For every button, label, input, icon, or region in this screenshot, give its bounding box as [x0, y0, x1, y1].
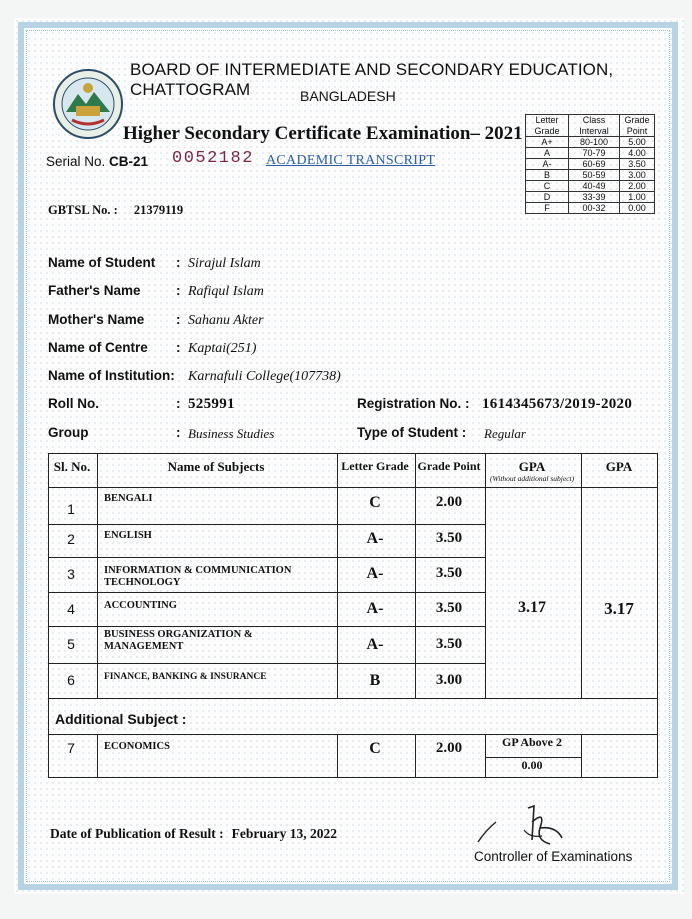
publication-date: Date of Publication of Result : February 13, 2022 [50, 826, 337, 841]
controller-title: Controller of Examinations [474, 849, 633, 864]
controller-signature [470, 800, 580, 850]
header-sl: Sl. No. [53, 459, 91, 474]
country-name: BANGLADESH [300, 88, 396, 104]
grading-scale-row: A 70-79 4.00 [526, 148, 655, 159]
registration-number: 1614345673/2019-2020 [482, 396, 633, 412]
transcript-title: ACADEMIC TRANSCRIPT [266, 153, 436, 168]
mother-name: Sahanu Akter [188, 313, 264, 328]
exam-title: Higher Secondary Certificate Examination– 2021 [123, 123, 523, 144]
student-type: Regular [484, 426, 526, 441]
grading-scale-row: B 50-59 3.00 [526, 170, 655, 181]
header-subject: Name of Subjects [167, 459, 265, 474]
header-gpa-without: GPA [518, 459, 546, 474]
father-name-label: Father's Name [48, 283, 141, 298]
grading-scale-row: A- 60-69 3.50 [526, 159, 655, 170]
grading-scale-header: Letter Grade Class Interval Grade Point [526, 115, 655, 137]
grading-scale-row: D 33-39 1.00 [526, 192, 655, 203]
centre-name: Kaptai(251) [188, 341, 257, 356]
group-value: Business Studies [188, 426, 275, 441]
father-name: Rafiqul Islam [188, 284, 264, 299]
board-name: BOARD OF INTERMEDIATE AND SECONDARY EDUCATION, CHATTOGRAM [130, 60, 614, 99]
student-type-label: Type of Student : [357, 425, 467, 440]
header-letter-grade: Letter Grade [341, 459, 409, 473]
grading-scale-table [525, 114, 655, 214]
serial-number: 0052182 [172, 149, 254, 168]
board-seal-icon [52, 68, 124, 140]
gp-above-label: GP Above 2 [501, 735, 562, 749]
gbtsl-value: 21379119 [133, 203, 184, 217]
header-gpa-note: (Without additional subject) [489, 474, 575, 483]
gp-above-value: 0.00 [521, 758, 543, 772]
additional-subject-label: Additional Subject : [55, 711, 187, 727]
gpa-without-additional: 3.17 [518, 599, 546, 616]
roll-number: 525991 [188, 396, 235, 412]
publication-date-value: February 13, 2022 [231, 826, 337, 841]
registration-label: Registration No. : [357, 396, 470, 411]
institution-name: Karnafuli College(107738) [188, 369, 341, 384]
institution-label: Name of Institution: [48, 368, 175, 383]
gbtsl-number: GBTSL No. : 21379119 [48, 203, 184, 217]
student-name-label: Name of Student [48, 255, 156, 270]
header-gpa: GPA [605, 459, 633, 474]
student-name: Sirajul Islam [188, 256, 261, 271]
serial-prefix: CB-21 [109, 154, 149, 169]
roll-label: Roll No. [48, 396, 99, 411]
gpa-value: 3.17 [604, 599, 634, 618]
group-label: Group [48, 425, 89, 440]
centre-label: Name of Centre [48, 340, 148, 355]
grading-scale-row: C 40-49 2.00 [526, 181, 655, 192]
serial-label: Serial No. CB-21 [46, 154, 149, 169]
grading-scale-row: A+ 80-100 5.00 [526, 137, 655, 148]
header-grade-point: Grade Point [417, 459, 481, 473]
mother-name-label: Mother's Name [48, 312, 145, 327]
grading-scale-row: F 00-32 0.00 [526, 203, 655, 214]
